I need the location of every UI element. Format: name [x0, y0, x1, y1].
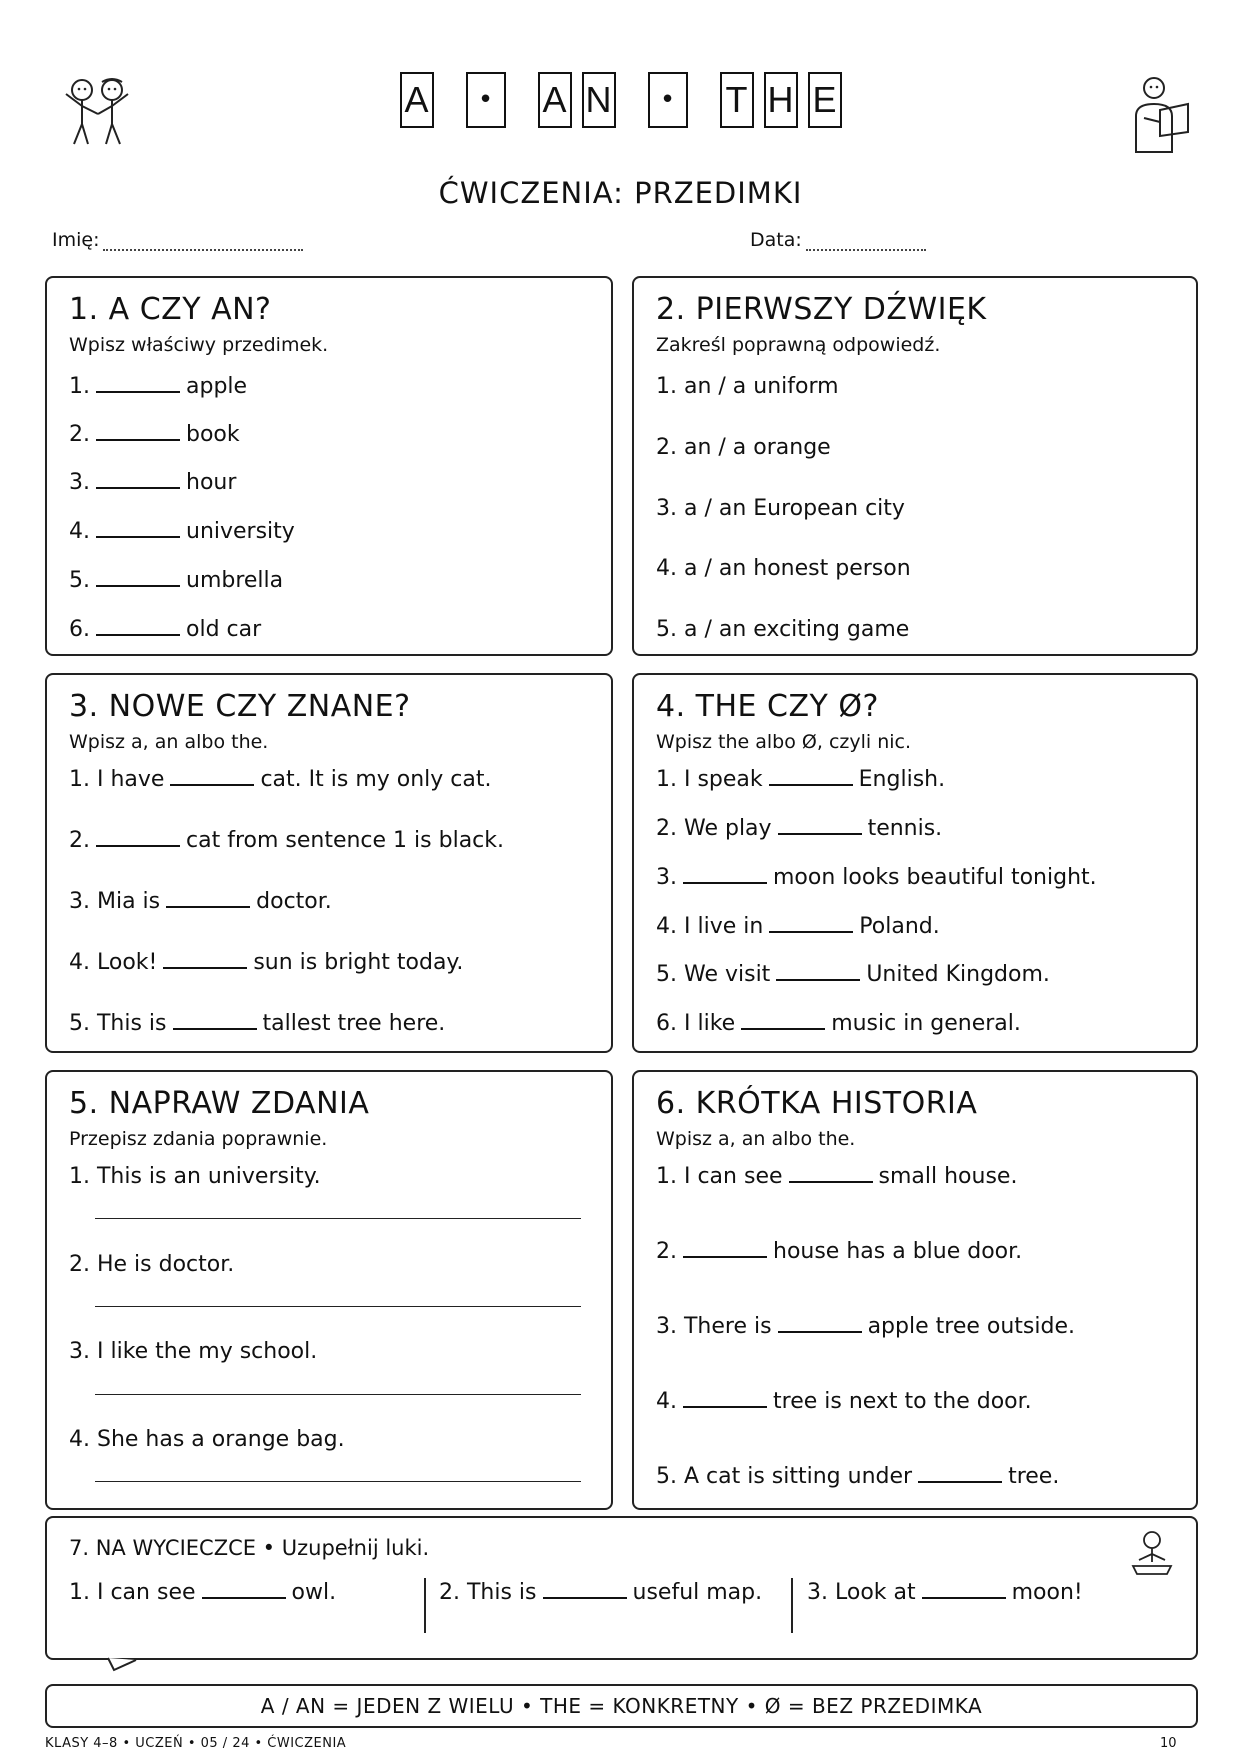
- exercise-1-panel: [45, 276, 613, 656]
- list-item: 3. moon looks beautiful tonight.: [656, 865, 1097, 890]
- exercise-5-instruction: Przepisz zdania poprawnie.: [69, 1128, 328, 1150]
- answer-blank[interactable]: [922, 1589, 1006, 1599]
- writing-line[interactable]: [95, 1306, 581, 1307]
- title-letter: T: [720, 72, 754, 128]
- worksheet-title: [0, 72, 1241, 128]
- exercise-5-panel: [45, 1070, 613, 1510]
- answer-blank[interactable]: [96, 577, 180, 587]
- date-dotted-line[interactable]: [806, 235, 926, 251]
- exercise-6-instruction: Wpisz a, an albo the.: [656, 1128, 856, 1150]
- choice-item[interactable]: 3. a / an European city: [656, 496, 905, 521]
- exercise-6-title: 6. KRÓTKA HISTORIA: [656, 1086, 978, 1121]
- writing-line[interactable]: [95, 1481, 581, 1482]
- answer-blank[interactable]: [96, 431, 180, 441]
- list-item: 2. He is doctor.: [69, 1252, 235, 1277]
- list-item: 4. university: [69, 519, 295, 544]
- title-letter: A: [400, 72, 434, 128]
- answer-blank[interactable]: [543, 1589, 627, 1599]
- list-item: 2. cat from sentence 1 is black.: [69, 828, 505, 853]
- answer-blank[interactable]: [741, 1020, 825, 1030]
- answer-blank[interactable]: [778, 1323, 862, 1333]
- title-letter: E: [808, 72, 842, 128]
- exercise-2-title: 2. PIERWSZY DŹWIĘK: [656, 292, 987, 327]
- answer-blank[interactable]: [96, 528, 180, 538]
- list-item: 5. A cat is sitting under tree.: [656, 1464, 1060, 1489]
- choice-item[interactable]: 5. a / an exciting game: [656, 617, 910, 642]
- exercise-7-title: 7. NA WYCIECZCE • Uzupełnij luki.: [69, 1536, 430, 1560]
- answer-blank[interactable]: [769, 776, 853, 786]
- exercise-3-panel: [45, 673, 613, 1053]
- title-letter: N: [582, 72, 616, 128]
- answer-blank[interactable]: [202, 1589, 286, 1599]
- answer-blank[interactable]: [769, 923, 853, 933]
- choice-item[interactable]: 1. an / a uniform: [656, 374, 839, 399]
- exercise-3-instruction: Wpisz a, an albo the.: [69, 731, 269, 753]
- column-divider: [424, 1578, 426, 1633]
- title-separator: •: [466, 72, 506, 128]
- exercise-1-instruction: Wpisz właściwy przedimek.: [69, 334, 329, 356]
- list-item: 2. We play tennis.: [656, 816, 943, 841]
- answer-blank[interactable]: [173, 1020, 257, 1030]
- answer-blank[interactable]: [96, 479, 180, 489]
- list-item: 4. I live in Poland.: [656, 914, 940, 939]
- writing-line[interactable]: [95, 1394, 581, 1395]
- title-separator: •: [648, 72, 688, 128]
- page-subtitle: ĆWICZENIA: PRZEDIMKI: [438, 176, 803, 210]
- title-letter: H: [764, 72, 798, 128]
- answer-blank[interactable]: [96, 626, 180, 636]
- answer-blank[interactable]: [163, 959, 247, 969]
- column-divider: [791, 1578, 793, 1633]
- answer-blank[interactable]: [778, 825, 862, 835]
- writing-line[interactable]: [95, 1218, 581, 1219]
- list-item: 5. We visit United Kingdom.: [656, 962, 1050, 987]
- footer-info: KLASY 4–8 • UCZEŃ • 05 / 24 • ĆWICZENIA: [45, 1736, 347, 1751]
- exercise-6-panel: [632, 1070, 1198, 1510]
- exercise-7-panel: [45, 1516, 1198, 1660]
- rule-summary: A / AN = JEDEN Z WIELU • THE = KONKRETNY • Ø = BEZ PRZEDIMKA: [45, 1684, 1198, 1728]
- list-item: 4. tree is next to the door.: [656, 1389, 1032, 1414]
- list-item: 5. This is tallest tree here.: [69, 1011, 446, 1036]
- answer-blank[interactable]: [918, 1473, 1002, 1483]
- exercise-3-title: 3. NOWE CZY ZNANE?: [69, 689, 411, 724]
- list-item: 4. She has a orange bag.: [69, 1427, 345, 1452]
- list-item: 2. house has a blue door.: [656, 1239, 1023, 1264]
- list-item: 3. There is apple tree outside.: [656, 1314, 1075, 1339]
- date-label: Data:: [750, 229, 802, 251]
- exercise-1-title: 1. A CZY AN?: [69, 292, 272, 327]
- list-item: 6. old car: [69, 617, 262, 642]
- list-item: 2. This is useful map.: [439, 1580, 763, 1605]
- answer-blank[interactable]: [170, 776, 254, 786]
- child-with-book-icon: [1127, 1528, 1177, 1578]
- exercise-4-panel: [632, 673, 1198, 1053]
- date-field[interactable]: [750, 229, 926, 251]
- list-item: 4. Look! sun is bright today.: [69, 950, 464, 975]
- choice-item[interactable]: 2. an / a orange: [656, 435, 831, 460]
- answer-blank[interactable]: [776, 971, 860, 981]
- answer-blank[interactable]: [683, 1398, 767, 1408]
- list-item: 3. I like the my school.: [69, 1339, 318, 1364]
- speech-tail: [106, 1656, 146, 1676]
- name-dotted-line[interactable]: [103, 235, 303, 251]
- exercise-2-instruction: Zakreśl poprawną odpowiedź.: [656, 334, 941, 356]
- list-item: 1. I have cat. It is my only cat.: [69, 767, 492, 792]
- answer-blank[interactable]: [96, 837, 180, 847]
- choice-item[interactable]: 4. a / an honest person: [656, 556, 911, 581]
- page-number: 10: [1160, 1736, 1177, 1751]
- answer-blank[interactable]: [166, 898, 250, 908]
- answer-blank[interactable]: [789, 1173, 873, 1183]
- title-letter: A: [538, 72, 572, 128]
- exercise-4-instruction: Wpisz the albo Ø, czyli nic.: [656, 731, 912, 753]
- list-item: 1. I can see small house.: [656, 1164, 1018, 1189]
- list-item: 3. Look at moon!: [807, 1580, 1083, 1605]
- name-field[interactable]: [52, 229, 303, 251]
- list-item: 1. I speak English.: [656, 767, 946, 792]
- list-item: 3. Mia is doctor.: [69, 889, 332, 914]
- list-item: 3. hour: [69, 470, 237, 495]
- name-label: Imię:: [52, 229, 100, 251]
- list-item: 1. apple: [69, 374, 248, 399]
- exercise-2-panel: [632, 276, 1198, 656]
- list-item: 1. This is an university.: [69, 1164, 321, 1189]
- list-item: 2. book: [69, 422, 240, 447]
- exercise-5-title: 5. NAPRAW ZDANIA: [69, 1086, 370, 1121]
- list-item: 1. I can see owl.: [69, 1580, 337, 1605]
- list-item: 5. umbrella: [69, 568, 284, 593]
- answer-blank[interactable]: [683, 874, 767, 884]
- answer-blank[interactable]: [683, 1248, 767, 1258]
- exercise-4-title: 4. THE CZY Ø?: [656, 689, 879, 724]
- list-item: 6. I like music in general.: [656, 1011, 1021, 1036]
- answer-blank[interactable]: [96, 383, 180, 393]
